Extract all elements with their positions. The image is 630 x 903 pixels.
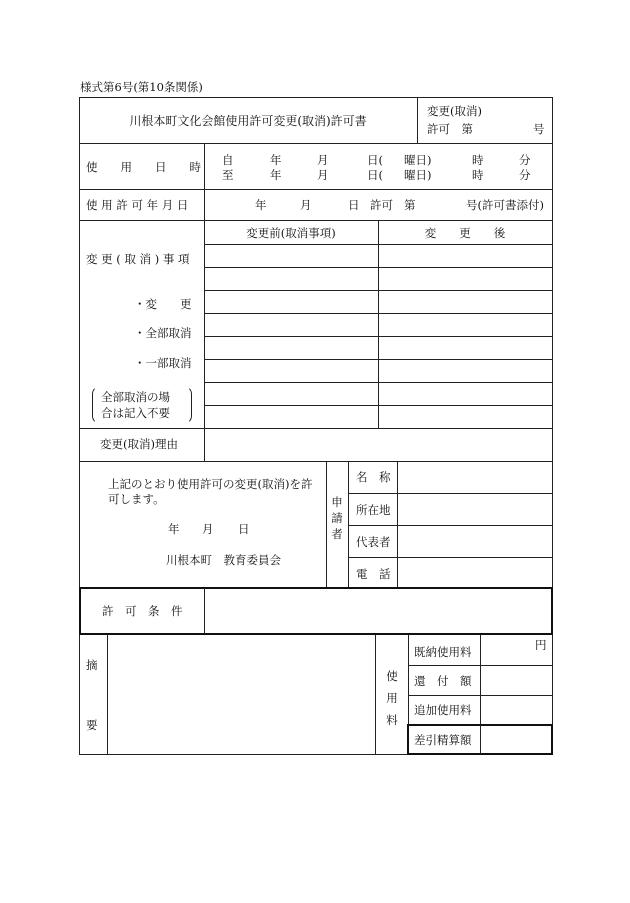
- changes-row-line: [204, 290, 552, 291]
- to-month: 月: [317, 168, 329, 182]
- approval-year: 年: [168, 522, 180, 536]
- permit-date-label: 使 用 許 可 年 月 日: [86, 198, 189, 212]
- issuer: 川根本町 教育委員会: [166, 553, 281, 567]
- from-weekday: 曜日): [404, 153, 432, 167]
- form-title: 川根本町文化会館使用許可変更(取消)許可書: [129, 114, 367, 128]
- fees-row-line: [408, 665, 552, 666]
- to-prefix: 至: [222, 168, 234, 182]
- option-full-cancel: ・全部取消: [134, 326, 192, 340]
- applicant-representative-label: 代表者: [356, 535, 391, 549]
- yen-unit: 円: [535, 638, 547, 652]
- approval-text-line2: 可します。: [108, 492, 165, 506]
- fees-value-divider: [480, 635, 481, 725]
- applicant-address-label: 所在地: [356, 503, 391, 517]
- to-minute: 分: [519, 168, 531, 182]
- remarks-label-bottom: 要: [86, 718, 98, 732]
- applicant-row-line: [348, 557, 552, 558]
- applicant-label-divider: [348, 461, 349, 587]
- approval-divider: [326, 461, 327, 587]
- note-line2: 合は記入不要: [101, 406, 170, 420]
- conditions-divider: [204, 588, 205, 634]
- remarks-left-border: [79, 635, 80, 754]
- before-after-divider: [378, 220, 379, 428]
- col-divider: [417, 97, 418, 143]
- changes-row-line: [204, 359, 552, 360]
- permit-suffix: 号(許可書添付): [466, 198, 544, 212]
- remarks-label-top: 摘: [86, 658, 98, 672]
- permit-no-line1: 変更(取消): [427, 104, 482, 118]
- approval-day: 日: [238, 522, 250, 536]
- to-hour: 時: [472, 168, 484, 182]
- changes-row-line: [204, 313, 552, 314]
- from-hour: 時: [472, 153, 484, 167]
- applicant-name-label: 名 称: [356, 470, 391, 484]
- option-partial-cancel: ・一部取消: [134, 356, 192, 370]
- permit-year: 年: [255, 198, 267, 212]
- fees-right-border: [552, 635, 553, 725]
- balance-divider: [480, 725, 481, 754]
- usage-datetime-label: 使 用 日 時: [86, 160, 201, 174]
- reason-divider: [204, 428, 205, 461]
- permit-month: 月: [300, 198, 312, 212]
- row-divider: [79, 461, 552, 462]
- remarks-bottom-border: [79, 754, 408, 755]
- frame-left-border: [79, 97, 80, 587]
- approval-month: 月: [202, 522, 214, 536]
- changes-row-line: [204, 405, 552, 406]
- changes-row-line: [204, 267, 552, 268]
- row-divider: [79, 220, 552, 221]
- changes-label: 変 更 ( 取 消 ) 事 項: [86, 252, 190, 266]
- from-minute: 分: [519, 153, 531, 167]
- to-weekday: 曜日): [404, 168, 432, 182]
- option-change: ・変 更: [134, 297, 192, 311]
- from-prefix: 自: [222, 153, 234, 167]
- from-day: 日(: [367, 153, 383, 167]
- fee-refund-label: 還 付 額: [414, 674, 472, 688]
- conditions-label: 許 可 条 件: [102, 604, 183, 618]
- changes-row-line: [204, 382, 552, 383]
- permit-no-suffix: 号: [533, 122, 545, 136]
- fee-additional-label: 追加使用料: [414, 703, 472, 717]
- after-header: 変 更 後: [424, 226, 506, 240]
- before-header: 変更前(取消事項): [246, 226, 336, 240]
- changes-header-line: [204, 244, 552, 245]
- frame-top-border: [79, 97, 552, 98]
- permit-no-word: 第: [404, 198, 416, 212]
- applicant-row-line: [348, 493, 552, 494]
- from-month: 月: [317, 153, 329, 167]
- remarks-divider: [107, 635, 108, 754]
- label-col-divider: [204, 143, 205, 428]
- changes-row-line: [204, 336, 552, 337]
- note-line1: 全部取消の場: [101, 390, 170, 404]
- row-divider: [79, 189, 552, 190]
- fee-balance-label: 差引精算額: [414, 733, 472, 747]
- applicant-row-line: [348, 525, 552, 526]
- fee-paid-label: 既納使用料: [414, 645, 472, 659]
- form-number: 様式第6号(第10条関係): [80, 80, 203, 94]
- applicant-label: 申請者: [331, 495, 343, 541]
- fees-label: 使用料: [386, 669, 398, 727]
- row-divider: [79, 143, 552, 144]
- applicant-phone-label: 電 話: [356, 567, 391, 581]
- approval-text-line1: 上記のとおり使用許可の変更(取消)を許: [108, 477, 313, 491]
- fees-left-border: [375, 635, 376, 754]
- to-day: 日(: [367, 168, 383, 182]
- applicant-field-divider: [397, 461, 398, 587]
- frame-right-border: [552, 97, 553, 587]
- permit-day: 日: [348, 198, 360, 212]
- to-year: 年: [270, 168, 282, 182]
- row-divider: [79, 428, 552, 429]
- from-year: 年: [270, 153, 282, 167]
- fees-row-line: [408, 695, 552, 696]
- permit-word: 許可: [370, 198, 393, 212]
- reason-label: 変更(取消)理由: [100, 437, 178, 451]
- permit-no-line2: 許可 第: [427, 122, 473, 136]
